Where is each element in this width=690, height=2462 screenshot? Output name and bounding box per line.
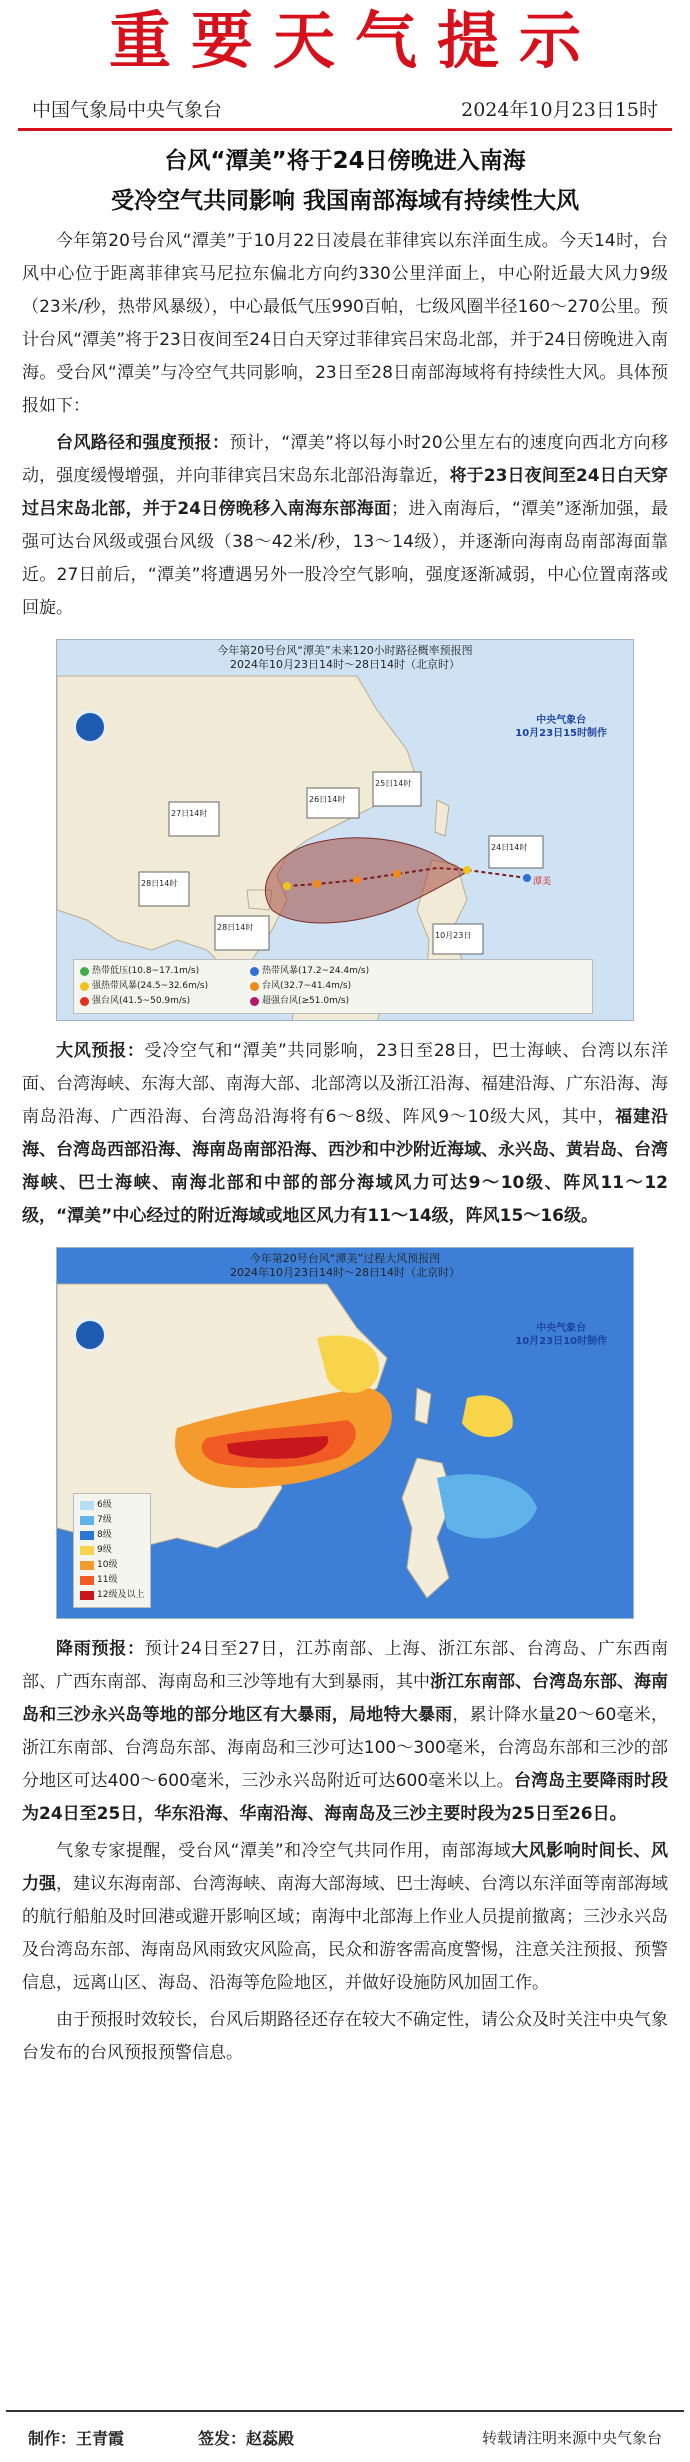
track-map-title-line-2: 2024年10月23日14时～28日14时（北京时） xyxy=(230,658,460,671)
wind-label: 大风预报： xyxy=(56,1041,145,1061)
wind-legend-label: 11级 xyxy=(97,1575,118,1585)
wind-map-agency xyxy=(515,1322,607,1348)
track-map-issue-time: 10月23日15时制作 xyxy=(515,728,607,739)
rain-text-2: ，累计降水量20～60毫米，浙江东南部、台湾岛东部、海南岛和三沙可达100～300毫米，台湾岛东部和三沙的部分地区可达400～600毫米，三沙永兴岛附近可达600毫米以上。 xyxy=(22,1705,669,1791)
signer: 签发：赵蕊殿 xyxy=(198,2428,295,2448)
wind-legend-item xyxy=(80,1543,144,1558)
track-label-27: 27日14时 xyxy=(171,809,208,818)
track-legend-item xyxy=(250,994,420,1009)
wind-legend-label: 12级及以上 xyxy=(97,1590,145,1600)
wind-map-legend xyxy=(73,1493,151,1608)
cma-logo xyxy=(73,1318,107,1352)
rain-paragraph xyxy=(0,1633,690,1831)
track-legend-label: 台风(32.7~41.4m/s) xyxy=(262,981,352,991)
wind-map-title xyxy=(57,1252,633,1280)
closing-paragraph: 由于预报时效较长，台风后期路径还存在较大不确定性，请公众及时关注中央气象台发布的台风预报预警信息。 xyxy=(22,2010,668,2063)
wind-legend-label: 9级 xyxy=(97,1545,112,1555)
document-title: 重要天气提示 xyxy=(108,4,601,77)
track-legend-item xyxy=(80,994,250,1009)
track-label-28b: 28日14时 xyxy=(217,923,254,932)
footer xyxy=(6,2410,684,2462)
track-legend-item xyxy=(250,964,420,979)
track-map-title xyxy=(57,644,633,672)
track-legend-label: 强热带风暴(24.5~32.6m/s) xyxy=(92,981,209,991)
track-paragraph xyxy=(0,427,690,625)
wind-legend-label: 10级 xyxy=(97,1560,118,1570)
rain-text-bold-2: 台湾岛主要降雨时段为24日至25日，华东沿海、华南沿海、海南岛及三沙主要时段为25日至26日。 xyxy=(22,1771,669,1824)
track-text-bold: 将于23日夜间至24日白天穿过吕宋岛北部，并于24日傍晚移入南海东部海面 xyxy=(22,466,668,519)
issuer-row xyxy=(0,78,690,122)
intro-paragraph: 今年第20号台风“潭美”于10月22日凌晨在菲律宾以东洋面生成。今天14时，台风中心位于距离菲律宾马尼拉东偏北方向约330公里洋面上，中心附近最大风力9级（23米/秒，热带风暴级），中心最低气压990百帕，七级风圈半径160～270公里。预计台风“潭美”将于23日夜间至24日白天穿过菲律宾吕宋岛北部，并于24日傍晚进入南海。受台风“潭美”与冷空气共同影响，23日至28日南部海域将有持续性大风。具体预报如下： xyxy=(22,231,668,416)
track-map-legend xyxy=(73,959,593,1014)
track-label-25: 25日14时 xyxy=(375,779,412,788)
track-legend-item xyxy=(80,964,250,979)
rain-text-bold-1: 浙江东南部、台湾岛东部、海南岛和三沙永兴岛等地的部分地区有大暴雨，局地特大暴雨 xyxy=(22,1672,668,1725)
track-text-1: 预计，“潭美”将以每小时20公里左右的速度向西北方向移动，强度缓慢增强，并向菲律宾吕宋岛东北部沿海靠近， xyxy=(22,433,668,486)
track-map-agency-name: 中央气象台 xyxy=(536,715,587,726)
track-legend-label: 热带风暴(17.2~24.4m/s) xyxy=(262,966,370,976)
track-legend-label: 超强台风(≥51.0m/s) xyxy=(262,996,350,1006)
wind-map-title-line-2: 2024年10月23日14时～28日14时（北京时） xyxy=(230,1266,460,1279)
wind-legend-item xyxy=(80,1528,144,1543)
wind-legend-label: 8级 xyxy=(97,1530,112,1540)
wind-text-1: 受冷空气和“潭美”共同影响，23日至28日，巴士海峡、台湾以东洋面、台湾海峡、东海大部、南海大部、北部湾以及浙江沿海、福建沿海、广东沿海、海南岛沿海、广西沿海、台湾岛沿海将有6～8级、阵风9～10级大风，其中， xyxy=(22,1041,668,1127)
headline xyxy=(0,141,690,221)
typhoon-name-label: 潭美 xyxy=(533,877,552,887)
track-label-24: 24日14时 xyxy=(491,843,528,852)
track-label-23: 10月23日 xyxy=(435,931,472,940)
wind-text-bold: 福建沿海、台湾岛西部沿海、海南岛南部沿海、西沙和中沙附近海域、永兴岛、黄岩岛、台湾海峡、巴士海峡、南海北部和中部的部分海域风力可达9～10级、阵风11～12级，“潭美”中心经过的附近海域或地区风力有11～14级，阵风15～16级。 xyxy=(22,1107,668,1226)
track-text-2: ；进入南海后，“潭美”逐渐加强，最强可达台风级或强台风级（38～42米/秒，13～14级），并逐渐向海南岛南部海面靠近。27日前后，“潭美”将遭遇另外一股冷空气影响，强度逐渐减弱，中心位置南落或回旋。 xyxy=(22,499,668,618)
wind-map-issue-time: 10月23日10时制作 xyxy=(515,1336,607,1347)
track-label-28: 28日14时 xyxy=(141,879,178,888)
issued-time: 2024年10月23日15时 xyxy=(461,99,658,121)
wind-legend-item xyxy=(80,1498,144,1513)
wind-legend-item xyxy=(80,1558,144,1573)
advice-text-bold: 大风影响时间长、风力强 xyxy=(22,1841,668,1894)
wind-legend-item xyxy=(80,1513,144,1528)
wind-map-agency-name: 中央气象台 xyxy=(536,1323,587,1334)
wind-legend-item xyxy=(80,1588,144,1603)
wind-legend-item xyxy=(80,1573,144,1588)
advice-text-1: 气象专家提醒，受台风“潭美”和冷空气共同作用，南部海域 xyxy=(56,1841,512,1861)
track-legend-item xyxy=(80,979,250,994)
headline-line-2: 受冷空气共同影响 我国南部海域有持续性大风 xyxy=(110,188,579,214)
wind-paragraph xyxy=(0,1035,690,1233)
wind-legend-label: 6级 xyxy=(97,1500,112,1510)
headline-line-1: 台风“潭美”将于24日傍晚进入南海 xyxy=(164,148,526,174)
masthead xyxy=(0,0,690,78)
producer: 制作：王青霞 xyxy=(28,2428,125,2448)
track-label: 台风路径和强度预报： xyxy=(56,433,230,453)
wind-forecast-map xyxy=(56,1247,634,1619)
track-legend-label: 强台风(41.5~50.9m/s) xyxy=(92,996,191,1006)
track-forecast-map xyxy=(56,639,634,1021)
track-legend-item xyxy=(250,979,420,994)
wind-legend-label: 7级 xyxy=(97,1515,112,1525)
wind-map-title-line-1: 今年第20号台风“潭美”过程大风预报图 xyxy=(249,1252,441,1265)
title-divider xyxy=(18,128,672,131)
cma-logo xyxy=(73,710,107,744)
advice-text-2: ，建议东海南部、台湾海峡、南海大部海域、巴士海峡、台湾以东洋面等南部海域的航行船舶及时回港或避开影响区域；南海中北部海上作业人员提前撤离；三沙永兴岛及台湾岛东部、海南岛风雨致灾风险高，民众和游客需高度警惕，注意关注预报、预警信息，远离山区、海岛、沿海等危险地区，并做好设施防风加固工作。 xyxy=(22,1874,668,1993)
track-map-title-line-1: 今年第20号台风“潭美”未来120小时路径概率预报图 xyxy=(217,644,473,657)
advice-paragraph xyxy=(0,1835,690,2000)
track-label-26: 26日14时 xyxy=(309,795,346,804)
reprint-notice: 转载请注明来源中央气象台 xyxy=(481,2428,662,2447)
track-legend-label: 热带低压(10.8~17.1m/s) xyxy=(92,966,200,976)
issuer-name: 中国气象局中央气象台 xyxy=(32,99,223,121)
track-map-agency xyxy=(515,714,607,740)
rain-label: 降雨预报： xyxy=(56,1639,145,1659)
rain-text-1: 预计24日至27日，江苏南部、上海、浙江东部、台湾岛、广东西南部、广西东南部、海南岛和三沙等地有大到暴雨，其中 xyxy=(22,1639,668,1692)
